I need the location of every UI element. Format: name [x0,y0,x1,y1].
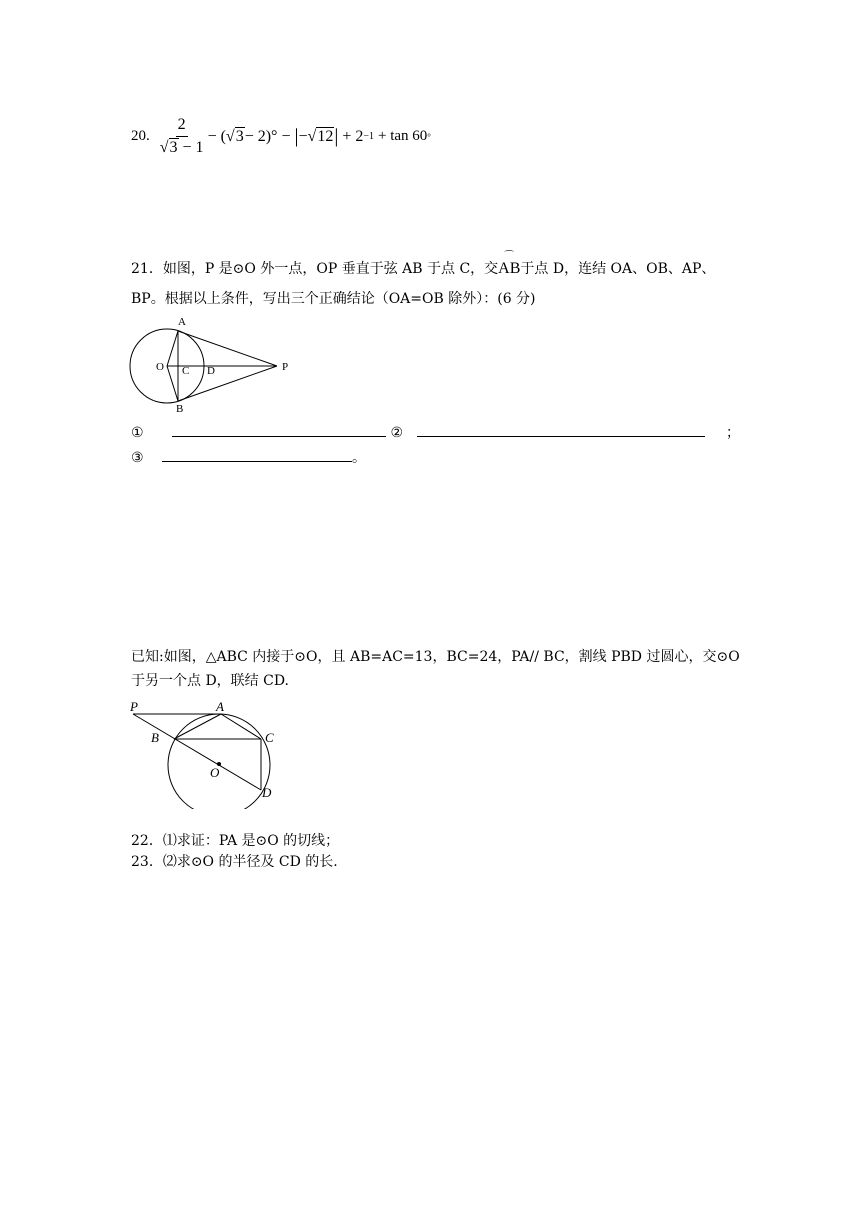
label-a: A [216,699,224,714]
term-2-rest: − 2)° − [244,127,291,145]
end-mark: 。 [352,450,367,466]
segment-ap [178,331,277,366]
label-d: D [207,365,215,377]
label-p: P [282,361,289,373]
label-p: P [130,699,138,714]
fraction-denominator: √3 − 1 [159,139,204,156]
blank-2-marker: ② [390,425,404,441]
radicand: 12 [317,127,334,145]
question-21-line-1 [131,251,716,278]
figure-22 [125,697,285,809]
abs-close: | [334,125,339,147]
abs-minus: − [298,127,308,145]
label-o: O [210,765,220,780]
arc-label: AB [498,260,521,277]
arc-mark: ⌒ [504,251,515,262]
exponent: −1 [363,131,374,142]
given-line-1: 已知:如图，△ABC 内接于⊙O，且 AB=AC=13，BC=24，PA// BC，割线 PBD 过圆心，交⊙O [131,649,740,665]
circle-o [168,714,270,809]
answer-blank-2[interactable] [417,424,705,437]
given-line-2: 于另一个点 D，联结 CD. [131,673,290,689]
segment-oa [167,331,178,366]
question-23: 23．⑵求⊙O 的半径及 CD 的长. [131,854,338,870]
question-20 [131,116,431,157]
separator: ； [725,425,740,441]
degree-sign: ° [427,131,431,142]
label-o: O [156,361,164,373]
label-c: C [265,730,274,745]
label-d: D [262,785,272,800]
label-b: B [151,730,159,745]
answer-row-2 [131,449,366,467]
answer-row-1 [131,424,740,442]
segment-pd [133,714,261,790]
question-21-line-2: BP。根据以上条件，写出三个正确结论（OA=OB 除外）：(6 分) [131,291,536,307]
label-a: A [178,316,186,328]
denominator-rest: − 1 [178,139,204,156]
question-20-number: 20. [131,128,150,144]
arc-ab [498,251,521,278]
fraction [160,116,204,157]
term-2-sqrt: √3 [225,127,244,145]
fraction-numerator: 2 [176,116,188,137]
plus-power: + 2 [342,127,364,145]
radicand: 3 [235,127,244,145]
figure-21 [125,312,305,416]
blank-3-marker: ③ [131,450,144,466]
answer-blank-1[interactable] [172,424,386,437]
label-b: B [176,403,184,415]
segment-ob [167,366,178,401]
radicand: 3 [169,139,178,156]
blank-1-marker: ① [131,425,144,441]
question-22: 22．⑴求证：PA 是⊙O 的切线； [131,833,340,849]
abs-open: | [294,125,299,147]
segment-ac [221,714,261,739]
label-c: C [182,365,190,377]
term-2-open: − ( [207,127,226,145]
q21-text-pre: 21．如图，P 是⊙O 外一点，OP 垂直于弦 AB 于点 C，交 [131,261,499,277]
abs-sqrt: √12 [307,127,334,145]
segment-bp [178,366,277,401]
q21-text-post: 于点 D，连结 OA、OB、AP、 [520,261,716,277]
segment-ab [174,714,221,739]
answer-blank-3[interactable] [162,449,352,462]
tan-term: + tan 60 [378,128,428,144]
